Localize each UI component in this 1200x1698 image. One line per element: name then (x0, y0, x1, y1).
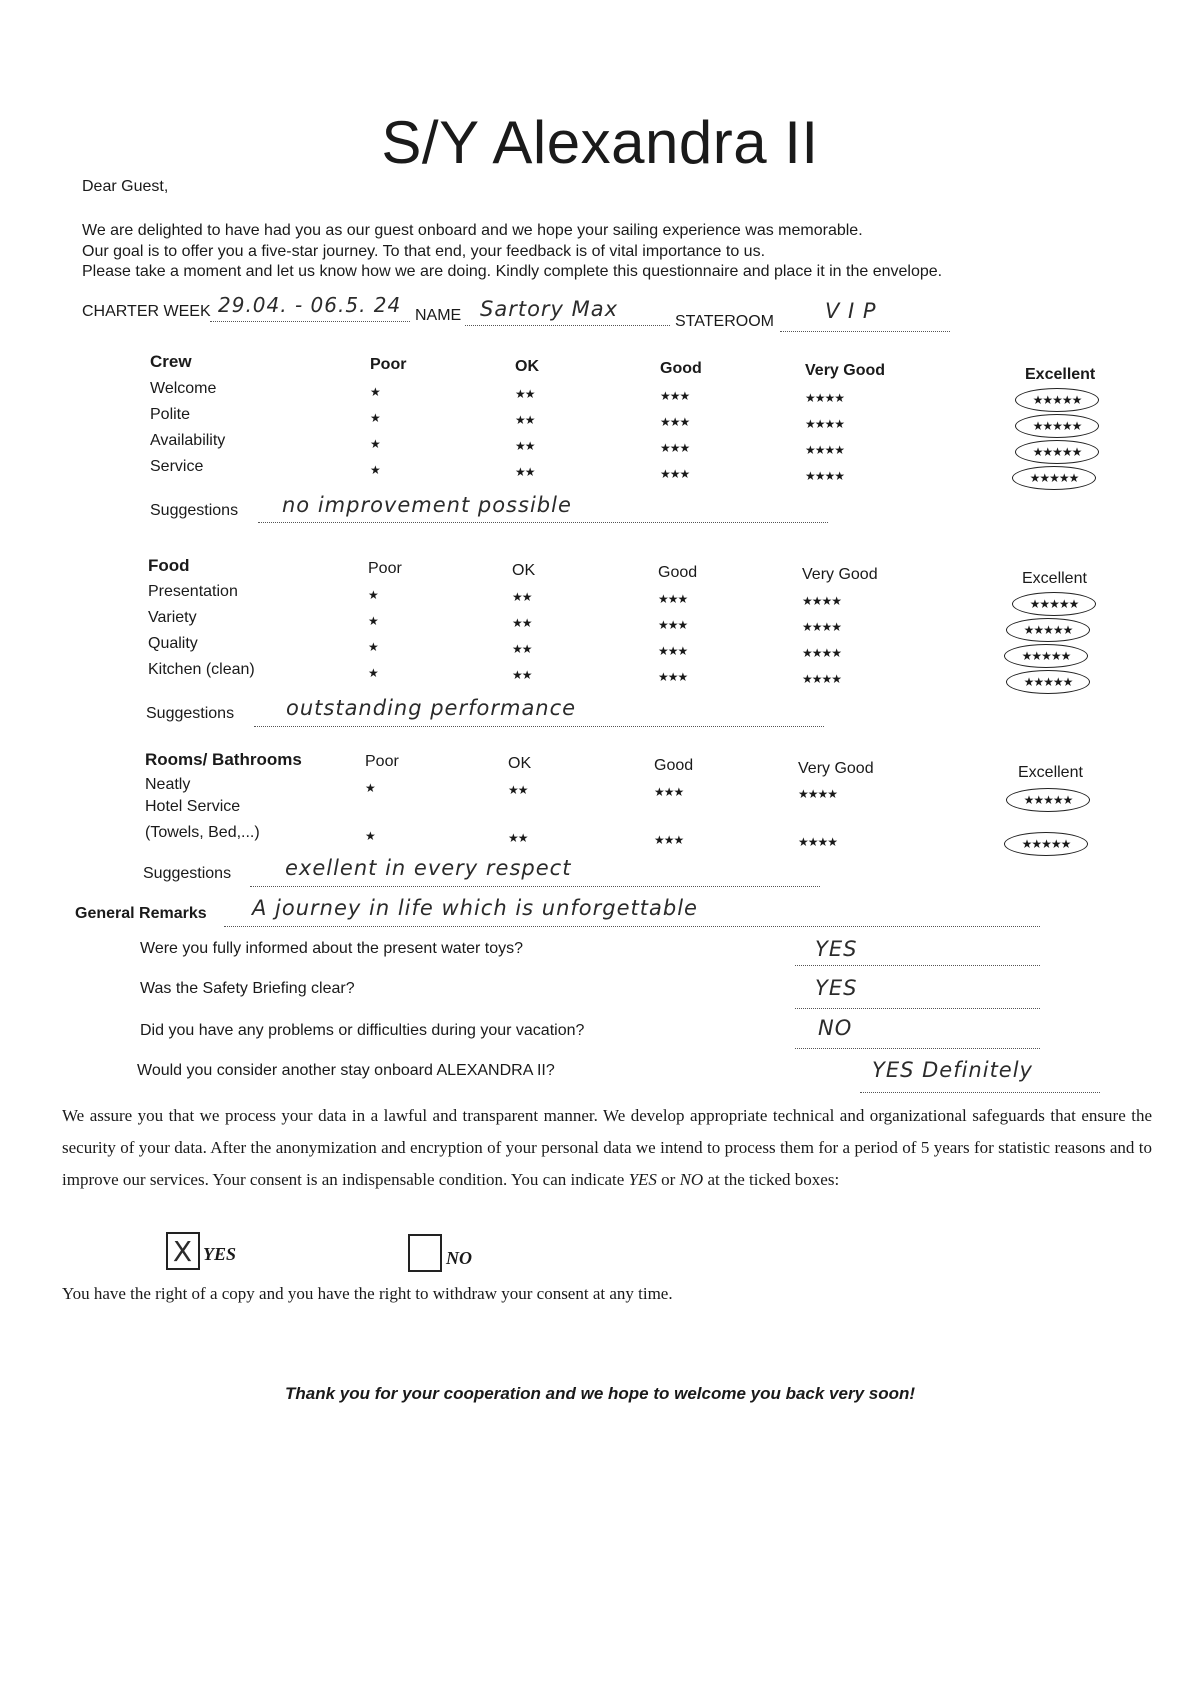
consent-yes-checkbox[interactable] (166, 1232, 200, 1270)
star-option-1[interactable]: ★ (370, 437, 380, 451)
star-option-5-circled[interactable]: ★★★★★ (1012, 466, 1096, 490)
consent-no-checkbox[interactable] (408, 1234, 442, 1272)
general-remarks-value[interactable]: A journey in life which is unforgettable (252, 896, 698, 920)
star-option-3[interactable]: ★★★ (660, 467, 690, 481)
star-option-4[interactable]: ★★★★ (802, 620, 842, 634)
privacy-body: We assure you that we process your data in a lawful and transparent manner. We develop appropriate technical and organizational safeguards that ensure the security of your data. After the anonymization and encryption of your personal data we intend to process them for a period of 5 years for statistic reasons and to improve our services. Your consent is an indispensable condition. You can indicate (62, 1106, 1152, 1189)
col-excellent: Excellent (1025, 366, 1096, 383)
col-very-good: Very Good (798, 760, 874, 777)
food-heading: Food (148, 556, 190, 575)
col-poor: Poor (365, 753, 399, 770)
star-option-5-circled[interactable]: ★★★★★ (1015, 440, 1099, 464)
col-very-good: Very Good (802, 566, 878, 583)
stateroom-label: STATEROOM (675, 313, 774, 330)
col-very-good: Very Good (805, 362, 886, 379)
question-safety-briefing: Was the Safety Briefing clear? (140, 980, 355, 997)
star-option-1[interactable]: ★ (368, 614, 378, 628)
col-good: Good (658, 564, 698, 581)
star-option-5-circled[interactable]: ★★★★★ (1012, 592, 1096, 616)
col-ok: OK (508, 755, 532, 772)
rooms-item-towels-bed: (Towels, Bed,...) (145, 824, 260, 841)
checkbox-x-mark: X (172, 1234, 194, 1268)
star-option-3[interactable]: ★★★ (660, 441, 690, 455)
star-option-2[interactable]: ★★ (515, 465, 535, 479)
star-option-4[interactable]: ★★★★ (805, 443, 845, 457)
star-option-3[interactable]: ★★★ (654, 833, 684, 847)
question-problems: Did you have any problems or difficulties during your vacation? (140, 1022, 585, 1039)
star-option-2[interactable]: ★★ (515, 387, 535, 401)
star-option-5-circled[interactable]: ★★★★★ (1015, 414, 1099, 438)
star-option-3[interactable]: ★★★ (658, 644, 688, 658)
crew-suggestions-label: Suggestions (150, 502, 239, 519)
star-option-4[interactable]: ★★★★ (802, 672, 842, 686)
star-option-5-circled[interactable]: ★★★★★ (1006, 670, 1090, 694)
star-option-4[interactable]: ★★★★ (802, 646, 842, 660)
crew-heading: Crew (150, 352, 192, 371)
consent-no-label: NO (446, 1248, 472, 1268)
star-option-2[interactable]: ★★ (515, 439, 535, 453)
food-item-variety: Variety (148, 609, 197, 626)
star-option-2[interactable]: ★★ (508, 783, 528, 797)
privacy-no-word: NO (679, 1170, 704, 1189)
star-option-4[interactable]: ★★★★ (798, 787, 838, 801)
star-option-1[interactable]: ★ (365, 829, 375, 843)
star-option-5-circled[interactable]: ★★★★★ (1004, 832, 1088, 856)
intro-line-1: We are delighted to have had you as our guest onboard and we hope your sailing experience was memorable. (82, 222, 863, 239)
answer-water-toys[interactable]: YES (815, 937, 858, 961)
col-poor: Poor (370, 356, 407, 373)
rights-text: You have the right of a copy and you have the right to withdraw your consent at any time. (62, 1284, 673, 1303)
answer-another-stay[interactable]: YES Definitely (872, 1058, 1033, 1082)
privacy-ticked-boxes: at the ticked boxes: (703, 1170, 840, 1189)
rooms-heading: Rooms/ Bathrooms (145, 750, 302, 769)
food-suggestions-value[interactable]: outstanding performance (286, 696, 577, 720)
rooms-item-hotel-service: Hotel Service (145, 798, 241, 815)
col-excellent: Excellent (1018, 764, 1083, 781)
star-option-3[interactable]: ★★★ (654, 785, 684, 799)
star-option-5-circled[interactable]: ★★★★★ (1006, 788, 1090, 812)
food-suggestions-label: Suggestions (146, 705, 235, 722)
question-water-toys: Were you fully informed about the present water toys? (140, 940, 524, 957)
star-option-5-circled[interactable]: ★★★★★ (1004, 644, 1088, 668)
stateroom-value[interactable]: V I P (825, 299, 877, 323)
rooms-item-neatly: Neatly (145, 776, 191, 793)
star-option-5-circled[interactable]: ★★★★★ (1006, 618, 1090, 642)
rooms-suggestions-value[interactable]: exellent in every respect (285, 856, 572, 880)
question-another-stay: Would you consider another stay onboard ALEXANDRA II? (137, 1062, 555, 1079)
col-good: Good (660, 360, 702, 377)
privacy-or-word: or (656, 1170, 680, 1189)
star-option-4[interactable]: ★★★★ (805, 391, 845, 405)
col-ok: OK (515, 358, 539, 375)
intro-line-3: Please take a moment and let us know how we are doing. Kindly complete this questionnaire and place it in the envelope. (82, 263, 943, 280)
star-option-4[interactable]: ★★★★ (802, 594, 842, 608)
food-item-presentation: Presentation (148, 583, 238, 600)
star-option-1[interactable]: ★ (370, 463, 380, 477)
star-option-1[interactable]: ★ (368, 588, 378, 602)
charter-week-label: CHARTER WEEK (82, 303, 211, 320)
thank-you-text: Thank you for your cooperation and we hope to welcome you back very soon! (284, 1384, 916, 1403)
star-option-4[interactable]: ★★★★ (798, 835, 838, 849)
col-excellent: Excellent (1022, 570, 1087, 587)
star-option-2[interactable]: ★★ (508, 831, 528, 845)
crew-item-polite: Polite (150, 406, 191, 423)
star-option-3[interactable]: ★★★ (660, 415, 690, 429)
star-option-3[interactable]: ★★★ (658, 670, 688, 684)
star-option-2[interactable]: ★★ (512, 590, 532, 604)
greeting: Dear Guest, (82, 178, 169, 195)
star-option-2[interactable]: ★★ (512, 668, 532, 682)
star-option-3[interactable]: ★★★ (658, 618, 688, 632)
data-privacy-text (62, 1100, 1152, 1196)
star-option-1[interactable]: ★ (370, 411, 380, 425)
rooms-suggestions-label: Suggestions (143, 865, 232, 882)
star-option-1[interactable]: ★ (365, 781, 375, 795)
crew-suggestions-value[interactable]: no improvement possible (282, 493, 572, 517)
privacy-yes-word: YES (628, 1170, 657, 1189)
star-option-4[interactable]: ★★★★ (805, 417, 845, 431)
star-option-1[interactable]: ★ (368, 666, 378, 680)
crew-item-service: Service (150, 458, 204, 475)
star-option-3[interactable]: ★★★ (660, 389, 690, 403)
star-option-2[interactable]: ★★ (512, 642, 532, 656)
star-option-2[interactable]: ★★ (512, 616, 532, 630)
page-title: S/Y Alexandra II (381, 109, 819, 176)
answer-problems[interactable]: NO (818, 1016, 853, 1040)
star-option-4[interactable]: ★★★★ (805, 469, 845, 483)
food-item-quality: Quality (148, 635, 198, 652)
consent-yes-label: YES (203, 1244, 237, 1264)
star-option-1[interactable]: ★ (370, 385, 380, 399)
col-ok: OK (512, 562, 536, 579)
col-good: Good (654, 757, 694, 774)
col-poor: Poor (368, 560, 402, 577)
star-option-1[interactable]: ★ (368, 640, 378, 654)
food-item-kitchen: Kitchen (clean) (148, 661, 255, 678)
star-option-3[interactable]: ★★★ (658, 592, 688, 606)
name-label: NAME (415, 307, 462, 324)
crew-item-availability: Availability (150, 432, 226, 449)
charter-week-value[interactable]: 29.04. - 06.5. 24 (218, 293, 402, 317)
general-remarks-label: General Remarks (75, 905, 207, 922)
answer-safety-briefing[interactable]: YES (815, 976, 858, 1000)
name-value[interactable]: Sartory Max (480, 297, 619, 321)
intro-line-2: Our goal is to offer you a five-star journey. To that end, your feedback is of vital importance to us. (82, 243, 766, 260)
star-option-5-circled[interactable]: ★★★★★ (1015, 388, 1099, 412)
crew-item-welcome: Welcome (150, 380, 217, 397)
star-option-2[interactable]: ★★ (515, 413, 535, 427)
